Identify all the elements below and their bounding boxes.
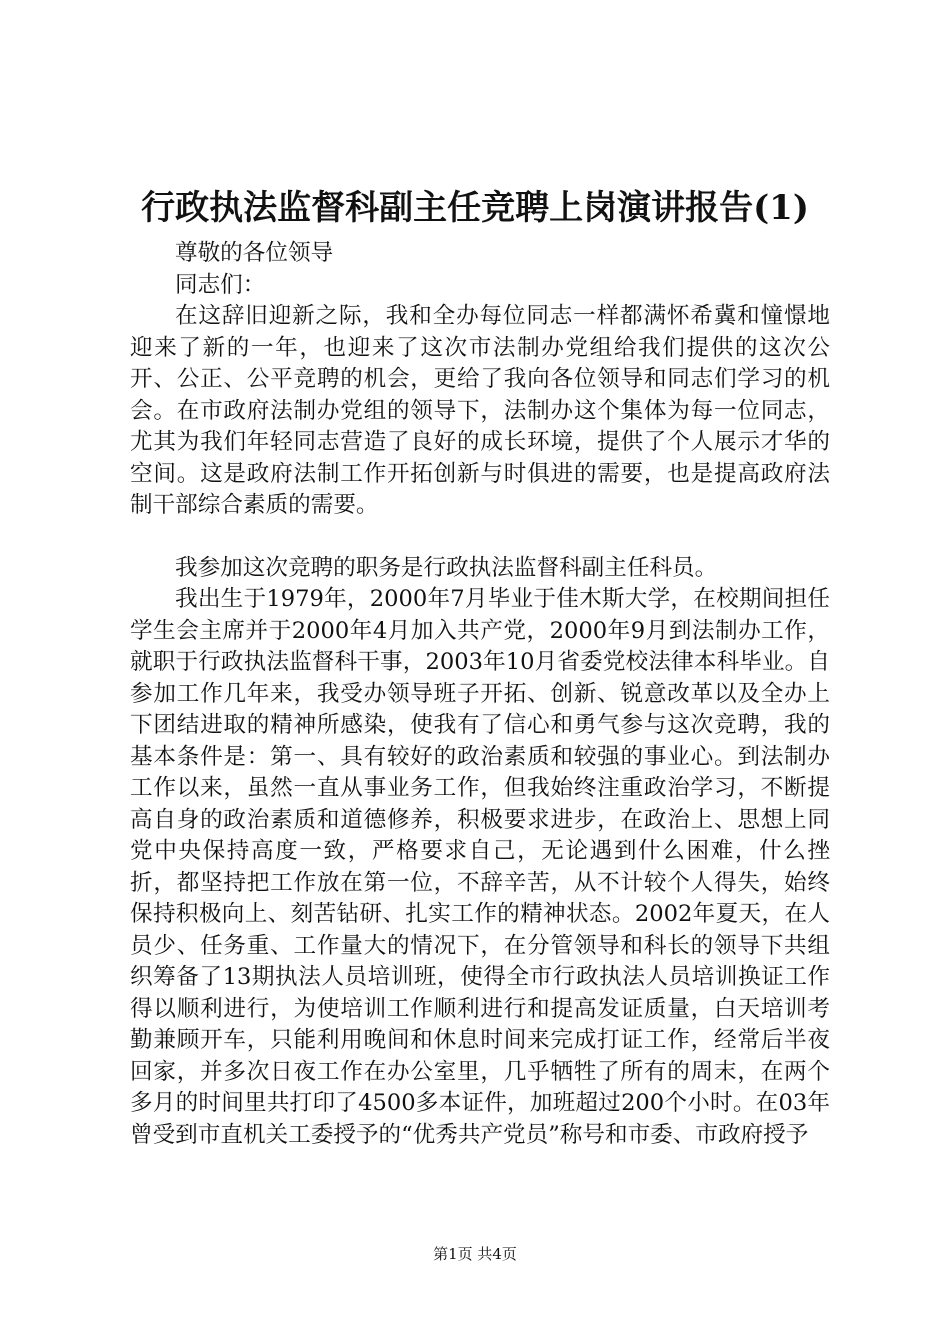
body-paragraph: 我参加这次竞聘的职务是行政执法监督科副主任科员。 [175, 554, 718, 581]
body-paragraph: 在这辞旧迎新之际，我和全办每位同志一样都满怀希冀和憧憬地迎来了新的一年，也迎来了这次市法制办党组给我们提供的这次公开、公正、公平竞聘的机会，更给了我向各位领导和同志们学习的机会。在市政府法制办党组的领导下，法制办这个集体为每一位同志，尤其为我们年轻同志营造了良好的成长环境，提供了个人展示才华的空间。这是政府法制工作开拓创新与时俱进的需要，也是提高政府法制干部综合素质的需要。 [130, 303, 830, 518]
body-paragraph: 我出生于1979年，2000年7月毕业于佳木斯大学，在校期间担任学生会主席并于2000年4月加入共产党，2000年9月到法制办工作，就职于行政执法监督科干事，2003年10月省委党校法律本科毕业。自参加工作几年来，我受办领导班子开拓、创新、锐意改革以及全办上下团结进取的精神所感染，使我有了信心和勇气参与这次竞聘，我的基本条件是：第一、具有较好的政治素质和较强的事业心。到法制办工作以来，虽然一直从事业务工作，但我始终注重政治学习，不断提高自身的政治素质和道德修养，积极要求进步，在政治上、思想上同党中央保持高度一致，严格要求自己，无论遇到什么困难，什么挫折，都坚持把工作放在第一位，不辞辛苦，从不计较个人得失，始终保持积极向上、刻苦钻研、扎实工作的精神状态。2002年夏天，在人员少、任务重、工作量大的情况下，在分管领导和科长的领导下共组织筹备了13期执法人员培训班，使得全市行政执法人员培训换证工作得以顺利进行，为使培训工作顺利进行和提高发证质量，白天培训考勤兼顾开车，只能利用晚间和休息时间来完成打证工作，经常后半夜回家，并多次日夜工作在办公室里，几乎牺牲了所有的周末，在两个多月的时间里共打印了4500多本证件，加班超过200个小时。在03年曾受到市直机关工委授予的“优秀共产党员”称号和市委、市政府授予 [130, 586, 830, 1148]
paragraph-spacer [130, 522, 830, 553]
greeting-line: 尊敬的各位领导 [175, 240, 334, 266]
page-number-footer: 第1页 共4页 [433, 1245, 517, 1263]
document-body [130, 238, 830, 1151]
greeting-line: 同志们： [175, 271, 266, 298]
document-title: 行政执法监督科副主任竞聘上岗演讲报告(1) [141, 188, 809, 228]
